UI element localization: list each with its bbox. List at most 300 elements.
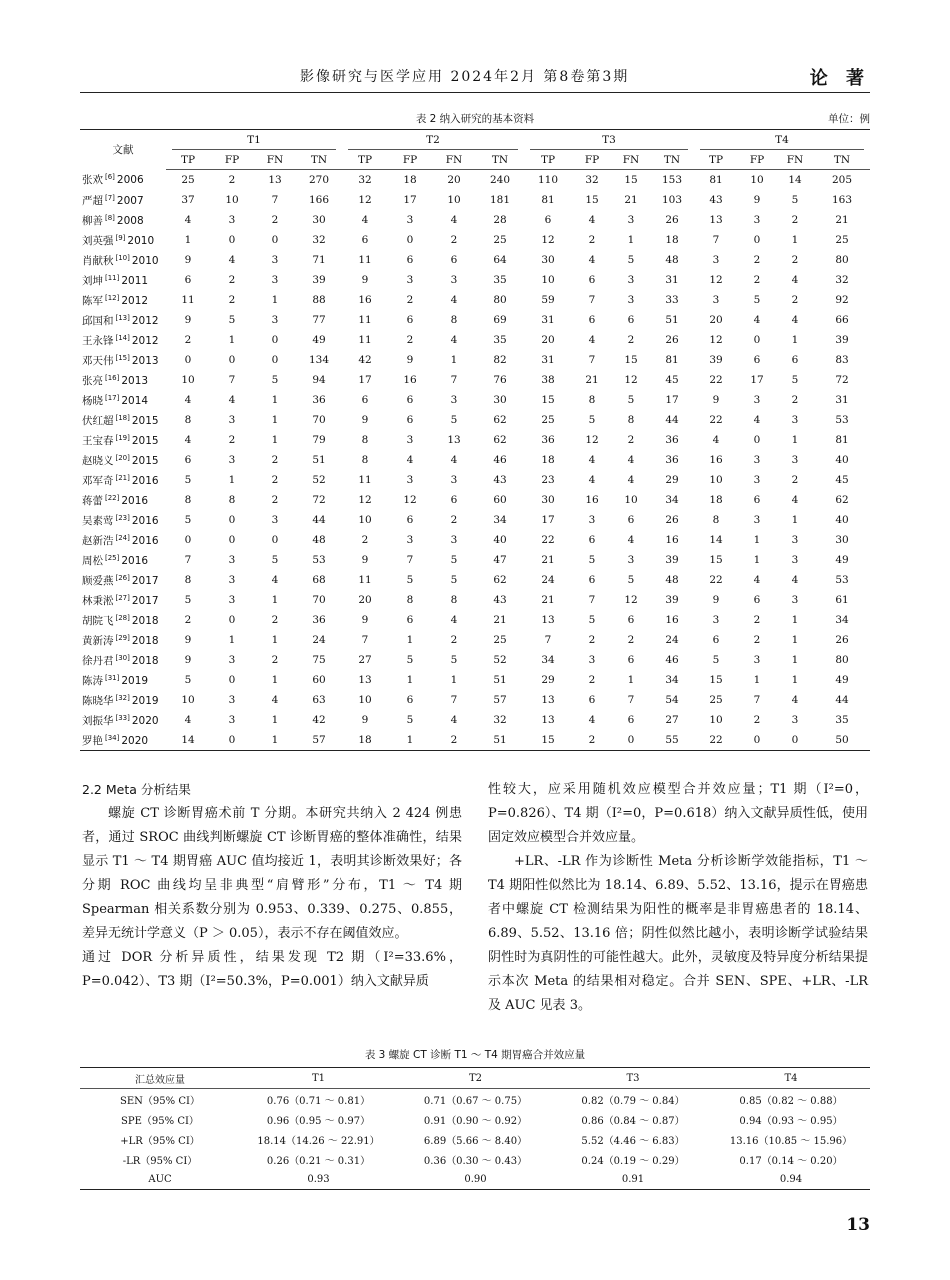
author-name: 林秉淞 bbox=[82, 594, 114, 607]
value-cell: 7 bbox=[450, 694, 458, 706]
value-cell: 2 bbox=[450, 634, 458, 646]
value-cell: 6 bbox=[753, 594, 761, 606]
value-cell: 1 bbox=[271, 414, 279, 426]
value-cell: 10 bbox=[709, 714, 723, 726]
value-cell: 48 bbox=[665, 254, 679, 266]
value-cell: 21 bbox=[835, 214, 849, 226]
value-cell: 34 bbox=[665, 494, 679, 506]
author-cell bbox=[80, 430, 166, 450]
metric-label: +LR（95% CI） bbox=[120, 1135, 200, 1147]
value-cell: 5 bbox=[588, 614, 596, 626]
value-cell: 22 bbox=[709, 414, 723, 426]
pub-year: 2018 bbox=[131, 614, 159, 627]
table-row bbox=[80, 710, 870, 730]
value-cell: 15 bbox=[585, 194, 599, 206]
table2-group-t1: T1 bbox=[172, 131, 336, 150]
reference-marker: [22] bbox=[105, 493, 120, 502]
value-cell: 14 bbox=[709, 534, 723, 546]
table-row bbox=[80, 570, 870, 590]
author-cell bbox=[80, 570, 166, 590]
value-cell: 2 bbox=[627, 334, 635, 346]
value-cell: 6 bbox=[406, 694, 414, 706]
value-cell: 2 bbox=[753, 274, 761, 286]
value-cell: 205 bbox=[831, 174, 853, 186]
pub-year: 2012 bbox=[121, 294, 149, 307]
value-cell: 32 bbox=[493, 714, 507, 726]
value-cell: 34 bbox=[541, 654, 555, 666]
table3-header: T4 bbox=[712, 1068, 870, 1089]
value-cell: 3 bbox=[406, 434, 414, 446]
value-cell: 33 bbox=[665, 294, 679, 306]
value-cell: 0 bbox=[776, 730, 814, 751]
value-cell: 7 bbox=[588, 294, 596, 306]
table2-subheader: TP bbox=[166, 150, 210, 170]
value-cell: 26 bbox=[665, 514, 679, 526]
value-cell: 6 bbox=[588, 574, 596, 586]
author-name: 肖献秋 bbox=[82, 254, 114, 267]
value-cell: 5 bbox=[271, 374, 279, 386]
value-cell: 32 bbox=[358, 174, 372, 186]
value-cell: 3 bbox=[753, 474, 761, 486]
table3-header: T1 bbox=[240, 1068, 397, 1089]
table-row bbox=[80, 1089, 870, 1110]
value-cell: 15 bbox=[524, 730, 572, 751]
value-cell: 9 bbox=[712, 394, 720, 406]
value-cell: 42 bbox=[358, 354, 372, 366]
value-cell: 3 bbox=[791, 714, 799, 726]
value-cell: 39 bbox=[665, 594, 679, 606]
author-cell bbox=[80, 210, 166, 230]
value-cell: 3 bbox=[228, 214, 236, 226]
author-name: 张欢 bbox=[82, 174, 103, 187]
value-cell: 4 bbox=[271, 574, 279, 586]
table3 bbox=[80, 1067, 870, 1190]
value-cell: 30 bbox=[541, 494, 555, 506]
reference-marker: [31] bbox=[105, 673, 120, 682]
value-cell: 0 bbox=[738, 730, 776, 751]
value-cell: 1 bbox=[791, 614, 799, 626]
reference-marker: [16] bbox=[105, 373, 120, 382]
value-cell: 92 bbox=[835, 294, 849, 306]
table2-subheader: TN bbox=[296, 150, 342, 170]
value-cell: 2 bbox=[271, 614, 279, 626]
value-cell: 44 bbox=[665, 414, 679, 426]
value-cell: 13 bbox=[358, 674, 372, 686]
value-cell: 2 bbox=[184, 614, 192, 626]
value-cell: 2 bbox=[627, 434, 635, 446]
pub-year: 2016 bbox=[131, 474, 159, 487]
text-column-right bbox=[488, 778, 868, 1018]
value-cell: 3 bbox=[791, 414, 799, 426]
value-cell: 12 bbox=[403, 494, 417, 506]
table-row bbox=[80, 230, 870, 250]
value-cell: 12 bbox=[358, 194, 372, 206]
value-cell: 31 bbox=[541, 354, 555, 366]
value-cell: 4 bbox=[791, 574, 799, 586]
value-cell: 31 bbox=[541, 314, 555, 326]
value-cell: 94 bbox=[312, 374, 326, 386]
value-cell: 15 bbox=[624, 354, 638, 366]
value-cell: 44 bbox=[312, 514, 326, 526]
value-cell: 5 bbox=[791, 194, 799, 206]
value-cell: 0 bbox=[753, 434, 761, 446]
value-cell: 3 bbox=[627, 554, 635, 566]
value-cell: 2 bbox=[228, 174, 236, 186]
value-cell: 5 bbox=[184, 474, 192, 486]
table2-subheader: FP bbox=[738, 150, 776, 170]
value-cell: 1 bbox=[791, 654, 799, 666]
table-row bbox=[80, 1149, 870, 1169]
value-cell: 12 bbox=[541, 234, 555, 246]
value-cell: 1 bbox=[791, 234, 799, 246]
value-cell: 4 bbox=[753, 574, 761, 586]
value-cell: 0 bbox=[271, 234, 279, 246]
value-cell: 0.85（0.82 ～ 0.88） bbox=[739, 1095, 843, 1107]
value-cell: 2 bbox=[791, 474, 799, 486]
table2-subheader: FN bbox=[254, 150, 296, 170]
value-cell: 8 bbox=[361, 434, 369, 446]
value-cell: 27 bbox=[358, 654, 372, 666]
value-cell: 0 bbox=[228, 354, 236, 366]
value-cell: 6 bbox=[406, 514, 414, 526]
table-row bbox=[80, 370, 870, 390]
value-cell: 9 bbox=[406, 354, 414, 366]
value-cell: 3 bbox=[450, 394, 458, 406]
running-header bbox=[80, 62, 870, 93]
author-name: 罗艳 bbox=[82, 734, 103, 747]
value-cell: 7 bbox=[228, 374, 236, 386]
author-cell bbox=[80, 490, 166, 510]
value-cell: 6 bbox=[627, 614, 635, 626]
value-cell: 8 bbox=[588, 394, 596, 406]
value-cell: 15 bbox=[709, 674, 723, 686]
text-column-left bbox=[82, 778, 462, 994]
author-cell bbox=[80, 690, 166, 710]
journal-title: 影像研究与医学应用 2024年2月 第8卷第3期 bbox=[300, 69, 630, 85]
value-cell: 53 bbox=[835, 574, 849, 586]
table2-subheader: FN bbox=[776, 150, 814, 170]
value-cell: 40 bbox=[835, 514, 849, 526]
pub-year: 2013 bbox=[131, 354, 159, 367]
value-cell: 13.16（10.85 ～ 15.96） bbox=[729, 1135, 853, 1147]
value-cell: 35 bbox=[493, 274, 507, 286]
value-cell: 3 bbox=[228, 654, 236, 666]
pub-year: 2016 bbox=[121, 494, 149, 507]
table-row bbox=[80, 350, 870, 370]
table2-subheader: FP bbox=[210, 150, 254, 170]
value-cell: 6 bbox=[627, 654, 635, 666]
value-cell: 10 bbox=[709, 474, 723, 486]
value-cell: 11 bbox=[358, 254, 372, 266]
reference-marker: [28] bbox=[115, 613, 130, 622]
reference-marker: [33] bbox=[115, 713, 130, 722]
value-cell: 25 bbox=[181, 174, 195, 186]
value-cell: 0 bbox=[228, 674, 236, 686]
reference-marker: [19] bbox=[115, 433, 130, 442]
value-cell: 6 bbox=[406, 614, 414, 626]
value-cell: 2 bbox=[406, 334, 414, 346]
value-cell: 51 bbox=[476, 730, 524, 751]
value-cell: 2 bbox=[791, 294, 799, 306]
pub-year: 2016 bbox=[131, 534, 159, 547]
metric-label: SEN（95% CI） bbox=[120, 1095, 200, 1107]
value-cell: 11 bbox=[358, 474, 372, 486]
value-cell: 6 bbox=[184, 274, 192, 286]
table-row bbox=[80, 690, 870, 710]
value-cell: 17 bbox=[665, 394, 679, 406]
value-cell: 0 bbox=[184, 534, 192, 546]
table2 bbox=[80, 129, 870, 751]
table-row bbox=[80, 470, 870, 490]
value-cell: 153 bbox=[661, 174, 683, 186]
table-row bbox=[80, 270, 870, 290]
value-cell: 10 bbox=[624, 494, 638, 506]
value-cell: 1 bbox=[627, 674, 635, 686]
value-cell: 39 bbox=[312, 274, 326, 286]
author-name: 邓天伟 bbox=[82, 354, 114, 367]
value-cell: 6 bbox=[627, 314, 635, 326]
value-cell: 3 bbox=[228, 454, 236, 466]
value-cell: 21 bbox=[541, 554, 555, 566]
value-cell: 81 bbox=[835, 434, 849, 446]
value-cell: 2 bbox=[271, 214, 279, 226]
table2-subheader: TP bbox=[342, 150, 388, 170]
table-row bbox=[80, 310, 870, 330]
value-cell: 35 bbox=[493, 334, 507, 346]
author-name: 柳善 bbox=[82, 214, 103, 227]
value-cell: 22 bbox=[709, 574, 723, 586]
value-cell: 39 bbox=[835, 334, 849, 346]
value-cell: 0.17（0.14 ～ 0.20） bbox=[739, 1155, 843, 1167]
value-cell: 48 bbox=[312, 534, 326, 546]
reference-marker: [29] bbox=[115, 633, 130, 642]
value-cell: 1 bbox=[450, 354, 458, 366]
value-cell: 1 bbox=[271, 294, 279, 306]
author-cell bbox=[80, 630, 166, 650]
value-cell: 2 bbox=[406, 294, 414, 306]
value-cell: 28 bbox=[493, 214, 507, 226]
author-name: 陈军 bbox=[82, 294, 103, 307]
value-cell: 34 bbox=[835, 614, 849, 626]
value-cell: 26 bbox=[665, 334, 679, 346]
pub-year: 2020 bbox=[131, 714, 159, 727]
value-cell: 4 bbox=[450, 714, 458, 726]
table2-caption bbox=[80, 110, 870, 128]
table-row bbox=[80, 670, 870, 690]
value-cell: 7 bbox=[753, 694, 761, 706]
table2-group-t4: T4 bbox=[700, 131, 864, 150]
value-cell: 45 bbox=[835, 474, 849, 486]
value-cell: 0.91 bbox=[554, 1169, 712, 1190]
value-cell: 12 bbox=[624, 374, 638, 386]
value-cell: 54 bbox=[665, 694, 679, 706]
section-heading: 2.2 Meta 分析结果 bbox=[82, 782, 191, 797]
value-cell: 1 bbox=[228, 334, 236, 346]
reference-marker: [8] bbox=[105, 213, 115, 222]
value-cell: 5 bbox=[184, 514, 192, 526]
value-cell: 10 bbox=[225, 194, 239, 206]
value-cell: 12 bbox=[624, 594, 638, 606]
value-cell: 6 bbox=[450, 254, 458, 266]
value-cell: 3 bbox=[712, 614, 720, 626]
value-cell: 3 bbox=[271, 514, 279, 526]
value-cell: 4 bbox=[184, 434, 192, 446]
value-cell: 9 bbox=[184, 314, 192, 326]
value-cell: 35 bbox=[835, 714, 849, 726]
table2-subheader: TN bbox=[814, 150, 870, 170]
value-cell: 2 bbox=[753, 634, 761, 646]
value-cell: 2 bbox=[588, 674, 596, 686]
author-cell bbox=[80, 590, 166, 610]
value-cell: 0.93 bbox=[240, 1169, 397, 1190]
value-cell: 4 bbox=[450, 454, 458, 466]
value-cell: 17 bbox=[750, 374, 764, 386]
value-cell: 7 bbox=[588, 354, 596, 366]
value-cell: 11 bbox=[358, 574, 372, 586]
value-cell: 50 bbox=[814, 730, 870, 751]
metric-label: -LR（95% CI） bbox=[122, 1155, 198, 1167]
value-cell: 25 bbox=[835, 234, 849, 246]
pub-year: 2015 bbox=[131, 414, 159, 427]
value-cell: 5 bbox=[450, 654, 458, 666]
value-cell: 9 bbox=[361, 614, 369, 626]
pub-year: 2014 bbox=[121, 394, 149, 407]
value-cell: 31 bbox=[835, 394, 849, 406]
table-row bbox=[80, 170, 870, 191]
value-cell: 1 bbox=[753, 554, 761, 566]
table-row bbox=[80, 290, 870, 310]
value-cell: 11 bbox=[181, 294, 195, 306]
value-cell: 9 bbox=[184, 634, 192, 646]
value-cell: 75 bbox=[312, 654, 326, 666]
value-cell: 5 bbox=[627, 574, 635, 586]
value-cell: 5.52（4.46 ～ 6.83） bbox=[581, 1135, 685, 1147]
value-cell: 18 bbox=[665, 234, 679, 246]
value-cell: 18 bbox=[342, 730, 388, 751]
value-cell: 1 bbox=[184, 234, 192, 246]
value-cell: 20 bbox=[358, 594, 372, 606]
author-cell bbox=[80, 190, 166, 210]
value-cell: 2 bbox=[588, 634, 596, 646]
value-cell: 62 bbox=[493, 434, 507, 446]
pub-year: 2017 bbox=[131, 594, 159, 607]
value-cell: 5 bbox=[753, 294, 761, 306]
value-cell: 134 bbox=[308, 354, 330, 366]
value-cell: 3 bbox=[450, 534, 458, 546]
value-cell: 16 bbox=[665, 534, 679, 546]
value-cell: 270 bbox=[308, 174, 330, 186]
author-cell bbox=[80, 270, 166, 290]
value-cell: 7 bbox=[271, 194, 279, 206]
value-cell: 3 bbox=[588, 654, 596, 666]
value-cell: 6 bbox=[361, 234, 369, 246]
value-cell: 0 bbox=[228, 534, 236, 546]
author-name: 杨晓 bbox=[82, 394, 103, 407]
value-cell: 3 bbox=[406, 274, 414, 286]
table2-subheader: FN bbox=[612, 150, 650, 170]
value-cell: 4 bbox=[627, 454, 635, 466]
value-cell: 2 bbox=[753, 714, 761, 726]
pub-year: 2007 bbox=[116, 194, 144, 207]
value-cell: 13 bbox=[541, 714, 555, 726]
value-cell: 0.24（0.19 ～ 0.29） bbox=[581, 1155, 685, 1167]
table2-subheader: TN bbox=[650, 150, 694, 170]
value-cell: 4 bbox=[712, 434, 720, 446]
table-row bbox=[80, 210, 870, 230]
reference-marker: [24] bbox=[115, 533, 130, 542]
value-cell: 43 bbox=[709, 194, 723, 206]
value-cell: 2 bbox=[228, 274, 236, 286]
reference-marker: [20] bbox=[115, 453, 130, 462]
value-cell: 3 bbox=[588, 514, 596, 526]
value-cell: 20 bbox=[447, 174, 461, 186]
table-row bbox=[80, 610, 870, 630]
table3-header: 汇总效应量 bbox=[80, 1068, 240, 1089]
author-name: 王宝春 bbox=[82, 434, 114, 447]
value-cell: 0 bbox=[406, 234, 414, 246]
value-cell: 32 bbox=[835, 274, 849, 286]
value-cell: 52 bbox=[493, 654, 507, 666]
author-cell bbox=[80, 550, 166, 570]
value-cell: 3 bbox=[271, 274, 279, 286]
author-name: 邱国和 bbox=[82, 314, 114, 327]
author-cell bbox=[80, 290, 166, 310]
value-cell: 18.14（14.26 ～ 22.91） bbox=[257, 1135, 380, 1147]
value-cell: 10 bbox=[358, 694, 372, 706]
value-cell: 0.82（0.79 ～ 0.84） bbox=[581, 1095, 685, 1107]
value-cell: 9 bbox=[712, 594, 720, 606]
value-cell: 8 bbox=[450, 594, 458, 606]
value-cell: 30 bbox=[541, 254, 555, 266]
value-cell: 5 bbox=[271, 554, 279, 566]
value-cell: 80 bbox=[493, 294, 507, 306]
reference-marker: [10] bbox=[115, 253, 130, 262]
value-cell: 6 bbox=[712, 634, 720, 646]
value-cell: 17 bbox=[358, 374, 372, 386]
value-cell: 6 bbox=[588, 534, 596, 546]
value-cell: 32 bbox=[585, 174, 599, 186]
paragraph: 螺旋 CT 诊断胃癌术前 T 分期。本研究共纳入 2 424 例患者，通过 SROC 曲线判断螺旋 CT 诊断胃癌的整体准确性，结果显示 T1 ～ T4 期胃癌 AUC 值均接近 1，表明其诊断效果好；各分期 ROC 曲线均呈非典型“肩臂形”分布，T1 ～ T4 期 Spearman 相关系数分别为 0.953、0.339、0.275、0.855，差异无统计学意义（P ＞ 0.05），表示不存在阈值效应。 bbox=[82, 806, 462, 941]
value-cell: 1 bbox=[791, 334, 799, 346]
value-cell: 3 bbox=[753, 514, 761, 526]
value-cell: 2 bbox=[588, 234, 596, 246]
value-cell: 34 bbox=[665, 674, 679, 686]
value-cell: 44 bbox=[835, 694, 849, 706]
value-cell: 2 bbox=[753, 254, 761, 266]
pub-year: 2019 bbox=[121, 674, 149, 687]
value-cell: 4 bbox=[184, 214, 192, 226]
value-cell: 80 bbox=[835, 654, 849, 666]
author-cell bbox=[80, 390, 166, 410]
value-cell: 3 bbox=[228, 414, 236, 426]
value-cell: 0.91（0.90 ～ 0.92） bbox=[423, 1115, 528, 1127]
value-cell: 64 bbox=[493, 254, 507, 266]
value-cell: 3 bbox=[271, 314, 279, 326]
value-cell: 63 bbox=[312, 694, 326, 706]
value-cell: 6 bbox=[361, 394, 369, 406]
value-cell: 8 bbox=[184, 494, 192, 506]
value-cell: 81 bbox=[665, 354, 679, 366]
value-cell: 71 bbox=[312, 254, 326, 266]
value-cell: 2 bbox=[271, 474, 279, 486]
reference-marker: [12] bbox=[105, 293, 120, 302]
value-cell: 4 bbox=[450, 334, 458, 346]
value-cell: 2 bbox=[184, 334, 192, 346]
value-cell: 5 bbox=[406, 714, 414, 726]
value-cell: 2 bbox=[271, 654, 279, 666]
value-cell: 3 bbox=[228, 554, 236, 566]
value-cell: 4 bbox=[791, 494, 799, 506]
